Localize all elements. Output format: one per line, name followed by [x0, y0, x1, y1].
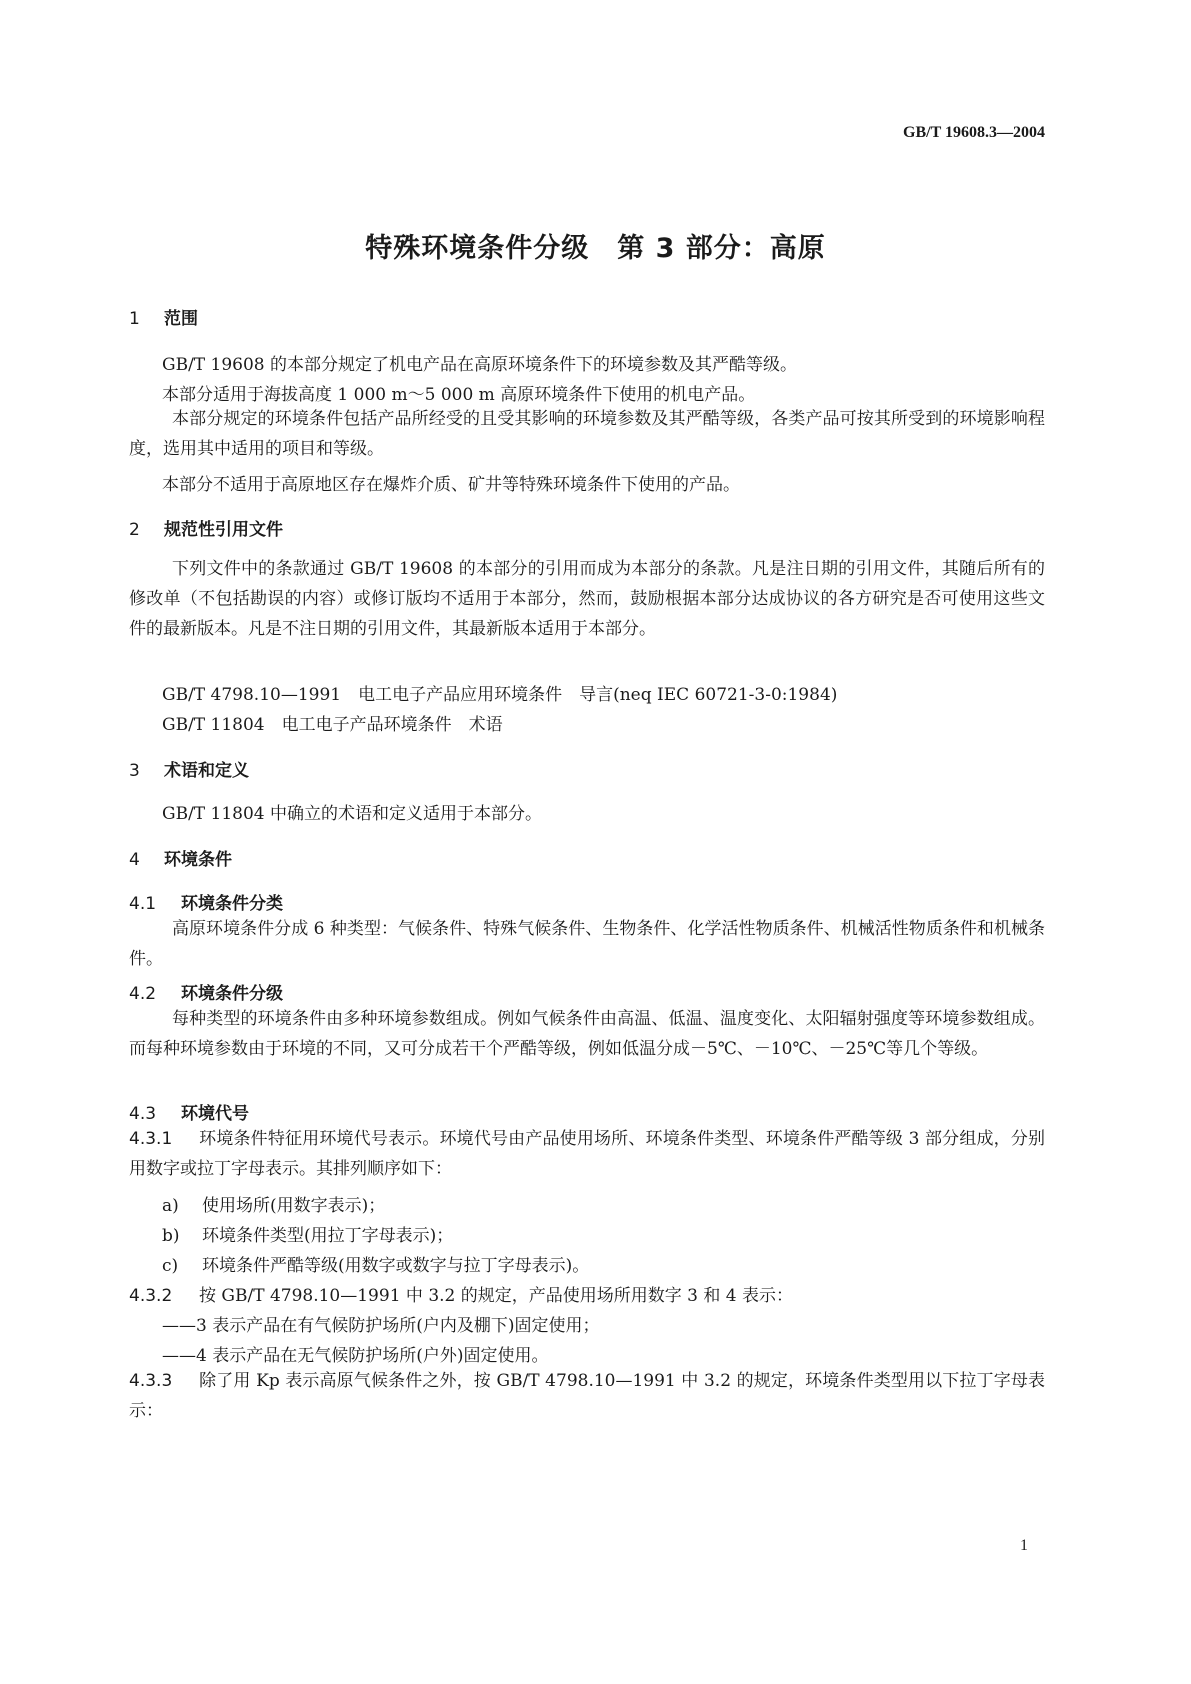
list-item-text: 环境条件严酷等级(用数字或数字与拉丁字母表示)。 — [202, 1256, 590, 1276]
subsection-number: 4.3 — [129, 1104, 157, 1124]
section-title: 范围 — [164, 309, 198, 329]
paragraph: 本部分规定的环境条件包括产品所经受的且受其影响的环境参数及其严酷等级，各类产品可按其所受到的环境影响程度，选用其中适用的项目和等级。 — [129, 409, 1045, 459]
section-1-heading — [129, 304, 198, 329]
paragraph: 本部分不适用于高原地区存在爆炸介质、矿井等特殊环境条件下使用的产品。 — [162, 475, 740, 495]
clause-4-3-2 — [129, 1281, 793, 1306]
paragraph: 本部分适用于海拔高度 1 000 m～5 000 m 高原环境条件下使用的机电产品。 — [162, 385, 756, 405]
subsection-4-1-heading — [129, 889, 283, 914]
section-2-heading — [129, 515, 283, 540]
clause-4-3-3 — [129, 1366, 1045, 1426]
section-title: 环境条件 — [164, 850, 232, 870]
clause-text: 除了用 Kp 表示高原气候条件之外，按 GB/T 4798.10—1991 中 3.2 的规定，环境条件类型用以下拉丁字母表示： — [129, 1371, 1045, 1421]
paragraph: 每种类型的环境条件由多种环境参数组成。例如气候条件由高温、低温、温度变化、太阳辐射强度等环境参数组成。而每种环境参数由于环境的不同，又可分成若干个严酷等级，例如低温分成－5℃、－10℃、－25℃等几个等级。 — [129, 1009, 1045, 1059]
subsection-title: 环境代号 — [181, 1104, 249, 1124]
list-item — [162, 1221, 453, 1246]
clause-number: 4.3.2 — [129, 1286, 173, 1306]
section-title: 术语和定义 — [164, 761, 249, 781]
dash-item: ——4 表示产品在无气候防护场所(户外)固定使用。 — [162, 1346, 549, 1366]
subsection-4-2-heading — [129, 979, 283, 1004]
clause-number: 4.3.3 — [129, 1371, 173, 1391]
reference-item: GB/T 11804 电工电子产品环境条件 术语 — [162, 715, 503, 735]
list-item — [162, 1251, 589, 1276]
clause-text: 按 GB/T 4798.10—1991 中 3.2 的规定，产品使用场所用数字 3 和 4 表示： — [199, 1286, 794, 1306]
clause-number: 4.3.1 — [129, 1129, 173, 1149]
standard-number: GB/T 19608.3—2004 — [903, 124, 1045, 141]
dash-item: ——3 表示产品在有气候防护场所(户内及棚下)固定使用； — [162, 1316, 600, 1336]
list-item-text: 使用场所(用数字表示)； — [202, 1196, 386, 1216]
section-title: 规范性引用文件 — [164, 520, 283, 540]
paragraph: GB/T 19608 的本部分规定了机电产品在高原环境条件下的环境参数及其严酷等级。 — [162, 355, 798, 375]
subsection-title: 环境条件分级 — [181, 984, 283, 1004]
clause-text: 环境条件特征用环境代号表示。环境代号由产品使用场所、环境条件类型、环境条件严酷等级 3 部分组成，分别用数字或拉丁字母表示。其排列顺序如下： — [129, 1129, 1045, 1179]
section-number: 3 — [129, 761, 140, 781]
document-title: 特殊环境条件分级 第 3 部分：高原 — [365, 233, 826, 264]
subsection-title: 环境条件分类 — [181, 894, 283, 914]
list-marker: a) — [162, 1196, 179, 1216]
list-marker: b) — [162, 1226, 180, 1246]
section-4-heading — [129, 845, 232, 870]
list-marker: c) — [162, 1256, 179, 1276]
section-number: 1 — [129, 309, 140, 329]
section-3-heading — [129, 756, 249, 781]
reference-item: GB/T 4798.10—1991 电工电子产品应用环境条件 导言(neq IEC 60721-3-0:1984) — [162, 685, 838, 705]
subsection-number: 4.2 — [129, 984, 157, 1004]
section-number: 4 — [129, 850, 140, 870]
paragraph: 高原环境条件分成 6 种类型：气候条件、特殊气候条件、生物条件、化学活性物质条件、机械活性物质条件和机械条件。 — [129, 919, 1045, 969]
list-item-text: 环境条件类型(用拉丁字母表示)； — [202, 1226, 454, 1246]
section-number: 2 — [129, 520, 140, 540]
subsection-number: 4.1 — [129, 894, 157, 914]
page-number: 1 — [1020, 1537, 1028, 1554]
list-item — [162, 1191, 385, 1216]
paragraph: 下列文件中的条款通过 GB/T 19608 的本部分的引用而成为本部分的条款。凡是注日期的引用文件，其随后所有的修改单（不包括勘误的内容）或修订版均不适用于本部分，然而，鼓励根据本部分达成协议的各方研究是否可使用这些文件的最新版本。凡是不注日期的引用文件，其最新版本适用于本部分。 — [129, 559, 1045, 639]
paragraph: GB/T 11804 中确立的术语和定义适用于本部分。 — [162, 804, 543, 824]
clause-4-3-1 — [129, 1124, 1045, 1184]
subsection-4-3-heading — [129, 1099, 249, 1124]
